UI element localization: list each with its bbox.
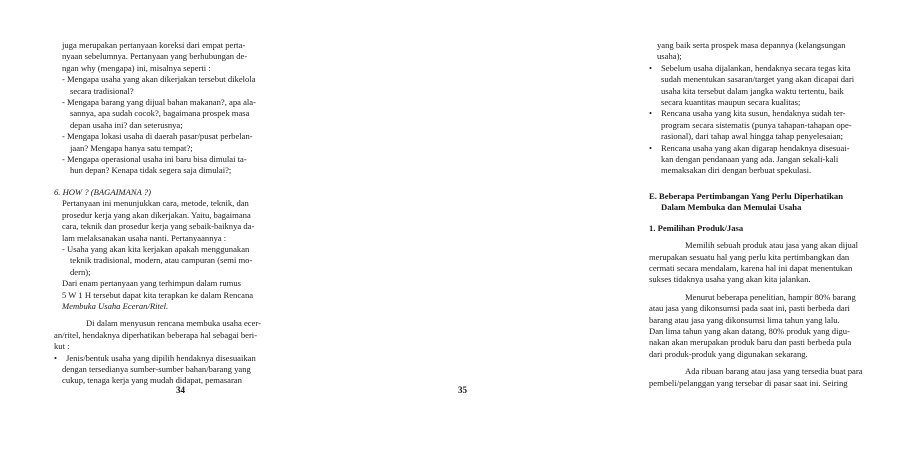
bullet-icon: • (649, 142, 653, 153)
text-line: Membuka Usaha Eceran/Ritel. (62, 300, 169, 311)
list-item-line: - Usaha yang akan kita kerjakan apakah menggunakan (62, 243, 250, 254)
list-item-line: sannya, apa sudah cocok?, bagaimana prospek masa (70, 108, 250, 119)
bullet-icon: • (54, 352, 58, 363)
bullet-icon: • (649, 108, 653, 119)
bullet-line: dengan tersedianya sumber-sumber bahan/barang yang (62, 363, 251, 374)
right-page (319, 0, 863, 452)
page-number: 35 (458, 385, 467, 395)
bullet-line: rasional), dari tahap awal hingga tahap penyelesaian; (661, 131, 844, 142)
text-line: cara, teknik dan prosedur kerja yang sebaik-baiknya da- (62, 221, 255, 232)
paragraph-line: Memilih sebuah produk atau jasa yang akan dijual (685, 240, 859, 251)
bullet-line: Rencana usaha yang akan digarap hendaknya disesuai- (661, 142, 850, 153)
paragraph-line: Menurut beberapa penelitian, hampir 80% barang (685, 291, 856, 302)
text-line: usaha); (657, 51, 682, 62)
list-item-line: hun depan? Kenapa tidak segera saja dimulai?; (70, 165, 232, 176)
bullet-line: Jenis/bentuk usaha yang dipilih hendaknya disesuaikan (66, 352, 256, 363)
paragraph-line: cermati secara mendalam, karena hal ini dapat menentukan (649, 262, 853, 273)
page-number: 34 (176, 385, 185, 395)
sub-heading: 1. Pemilihan Produk/Jasa (649, 222, 744, 233)
paragraph-line: kut : (54, 341, 70, 352)
paragraph-line: Dan lima tahun yang akan datang, 80% produk yang digu- (649, 325, 850, 336)
text-line: Pertanyaan ini menunjukkan cara, metode, teknik, dan (62, 198, 249, 209)
list-item-line: teknik tradisional, modern, atau campuran (semi mo- (70, 255, 253, 266)
bullet-line: secara kuantitas maupun secara kualitas; (661, 97, 801, 108)
paragraph-line: sukses tidaknya usaha yang akan kita jalankan. (649, 274, 811, 285)
bullet-line: kan dengan pendanaan yang ada. Jangan sekali-kali (661, 154, 839, 165)
text-line: yang baik serta prospek masa depannya (kelangsungan (657, 40, 846, 50)
paragraph-line: an/ritel, hendaknya diperhatikan beberapa hal sebagai beri- (54, 329, 258, 340)
paragraph-line: Ada ribuan barang atau jasa yang tersedia buat para (685, 366, 863, 377)
paragraph-line: pembeli/pelanggan yang tersebar di pasar saat ini. Seiring (649, 377, 848, 388)
how-heading: 6. HOW ? (BAGAIMANA ?) (54, 186, 151, 197)
section-heading: E. Beberapa Pertimbangan Yang Perlu Diperhatikan (649, 190, 844, 201)
bullet-line: memaksakan diri dengan berbuat spekulasi. (661, 165, 812, 176)
bullet-line: usaha kita tersebut dalam jangka waktu tertentu, baik (661, 85, 844, 96)
paragraph-line: merupakan sesuatu hal yang perlu kita pertimbangkan dan (649, 251, 850, 262)
bullet-line: Rencana usaha yang kita susun, hendaknya sudah ter- (661, 108, 846, 119)
bullet-line: cukup, tenaga kerja yang mudah didapat, pemasaran (62, 375, 242, 386)
list-item-line: secara tradisional? (70, 85, 134, 96)
text-line: nyaan sebelumnya. Pertanyaan yang berhubungan de- (62, 51, 248, 62)
paragraph-line: dari produk-produk yang digunakan sekarang. (649, 348, 808, 359)
list-item-line: depan usaha ini? dan seterusnya; (70, 119, 183, 130)
paragraph-line: Di dalam menyusun rencana membuka usaha ecer- (86, 318, 261, 329)
text-line: Dari enam pertanyaan yang terhimpun dalam rumus (62, 278, 241, 289)
list-item-line: - Mengapa usaha yang akan dikerjakan tersebut dikelola (62, 74, 256, 85)
text-line: 5 W 1 H tersebut dapat kita terapkan ke dalam Rencana (62, 289, 254, 300)
paragraph-line: barang atau jasa yang dikonsumsi lima tahun yang lalu. (649, 314, 840, 325)
text-line: juga merupakan pertanyaan koreksi dari empat perta- (62, 40, 246, 50)
right-text-column (649, 40, 904, 389)
list-item-line: dern); (70, 266, 91, 277)
list-item-line: - Mengapa barang yang dijual bahan makanan?, apa ala- (62, 97, 256, 108)
paragraph-line: nakan akan merupakan produk baru dan pasti berbeda pula (649, 337, 852, 348)
bullet-line: Sebelum usaha dijalankan, hendaknya secara tegas kita (661, 62, 851, 73)
list-item-line: - Mengapa lokasi usaha di daerah pasar/pusat perbelan- (62, 131, 253, 142)
paragraph-line: atau jasa yang dikonsumsi pada saat ini, pasti berbeda dari (649, 303, 850, 314)
bullet-line: sudah menentukan sasaran/target yang akan dicapai dari (661, 74, 855, 85)
bullet-icon: • (649, 62, 653, 73)
left-page (0, 0, 319, 452)
left-text-column (54, 40, 302, 387)
text-line: prosedur kerja yang akan dikerjakan. Yaitu, bagaimana (62, 209, 251, 220)
list-item-line: jaan? Mengapa hanya satu tempat?; (70, 142, 193, 153)
section-heading: Dalam Membuka dan Memulai Usaha (661, 202, 802, 213)
text-line: lam melaksanakan usaha nanti. Pertanyaannya : (62, 232, 227, 243)
list-item-line: - Mengapa operasional usaha ini baru bisa dimulai ta- (62, 154, 247, 165)
text-line: ngan why (mengapa) ini, misalnya seperti : (62, 62, 211, 73)
bullet-line: program secara sistematis (punya tahapan-tahapan ope- (661, 119, 852, 130)
